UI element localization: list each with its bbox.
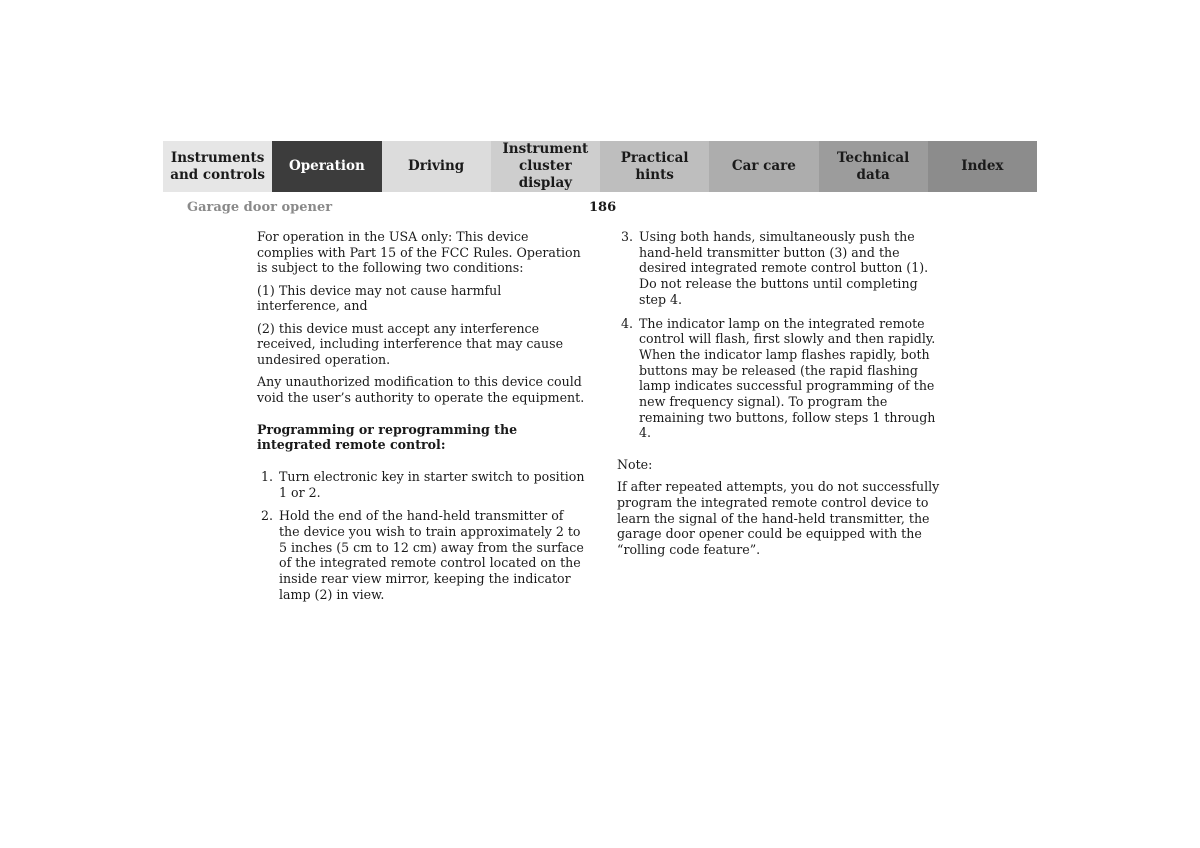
tab-label: Driving (408, 158, 465, 174)
modification-warning-paragraph: Any unauthorized modification to this device could void the user’s authority to operate the equipment. (257, 374, 585, 405)
tab-label: Index (961, 158, 1004, 174)
tab-label: Instrument cluster display (502, 141, 589, 191)
section-tab-bar (163, 141, 1037, 192)
steps-list-right (617, 229, 947, 441)
step-item (617, 229, 947, 308)
step-number: 3. (621, 229, 634, 244)
step-item (617, 316, 947, 442)
tab-label: Technical data (837, 149, 910, 183)
tab-label: Instruments and controls (170, 149, 266, 183)
steps-list-left (257, 469, 587, 603)
note-text: If after repeated attempts, you do not successfully program the integrated remote control device to learn the signal of the hand-held transmitter, the garage door opener could be equipped with the “rolling code feature”. (617, 479, 940, 558)
tab-label: Car care (731, 158, 796, 174)
tab-label: Operation (288, 158, 365, 174)
note-label: Note: (617, 457, 653, 473)
tab-practical-hints[interactable] (600, 141, 709, 192)
condition-1-paragraph: (1) This device may not cause harmful interference, and (257, 282, 502, 314)
programming-heading: Programming or reprogramming the integrated remote control: (257, 421, 518, 453)
step-text: Hold the end of the hand-held transmitter of the device you wish to train approximately 2 to 5 inches (5 cm to 12 cm) away from the surface of the integrated remote control located on the inside rear view mirror, keeping the indicator lamp (2) in view. (279, 508, 584, 602)
tab-label: Practical hints (620, 149, 689, 183)
tab-operation[interactable] (272, 141, 381, 192)
step-text: Turn electronic key in starter switch to position 1 or 2. (279, 468, 585, 500)
step-text: The indicator lamp on the integrated remote control will flash, first slowly and then rapidly. When the indicator lamp flashes rapidly, both buttons may be released (the rapid flashing lamp indicates successful programming of the new frequency signal). To program the remaining two buttons, follow steps 1 through 4. (639, 315, 936, 441)
tab-index[interactable] (928, 141, 1037, 192)
tab-driving[interactable] (382, 141, 491, 192)
step-item (257, 508, 587, 602)
right-column (617, 229, 947, 564)
tab-technical-data[interactable] (819, 141, 928, 192)
step-number: 2. (261, 508, 274, 524)
tab-instruments-and-controls[interactable] (163, 141, 272, 192)
step-text: Using both hands, simultaneously push the hand-held transmitter button (3) and the desired integrated remote control button (1). Do not release the buttons until completing step 4. (639, 229, 929, 307)
tab-instrument-cluster-display[interactable] (491, 141, 600, 192)
tab-car-care[interactable] (709, 141, 818, 192)
section-title: Garage door opener (187, 200, 333, 215)
step-number: 1. (261, 468, 274, 484)
step-item (257, 469, 587, 500)
left-column (257, 229, 587, 611)
page-number: 186 (589, 200, 617, 215)
fcc-paragraph: For operation in the USA only: This device complies with Part 15 of the FCC Rules. Operation is subject to the following two conditions: (257, 229, 581, 276)
condition-2-paragraph: (2) this device must accept any interference received, including interference that may cause undesired operation. (257, 320, 564, 367)
step-number: 4. (621, 315, 634, 331)
